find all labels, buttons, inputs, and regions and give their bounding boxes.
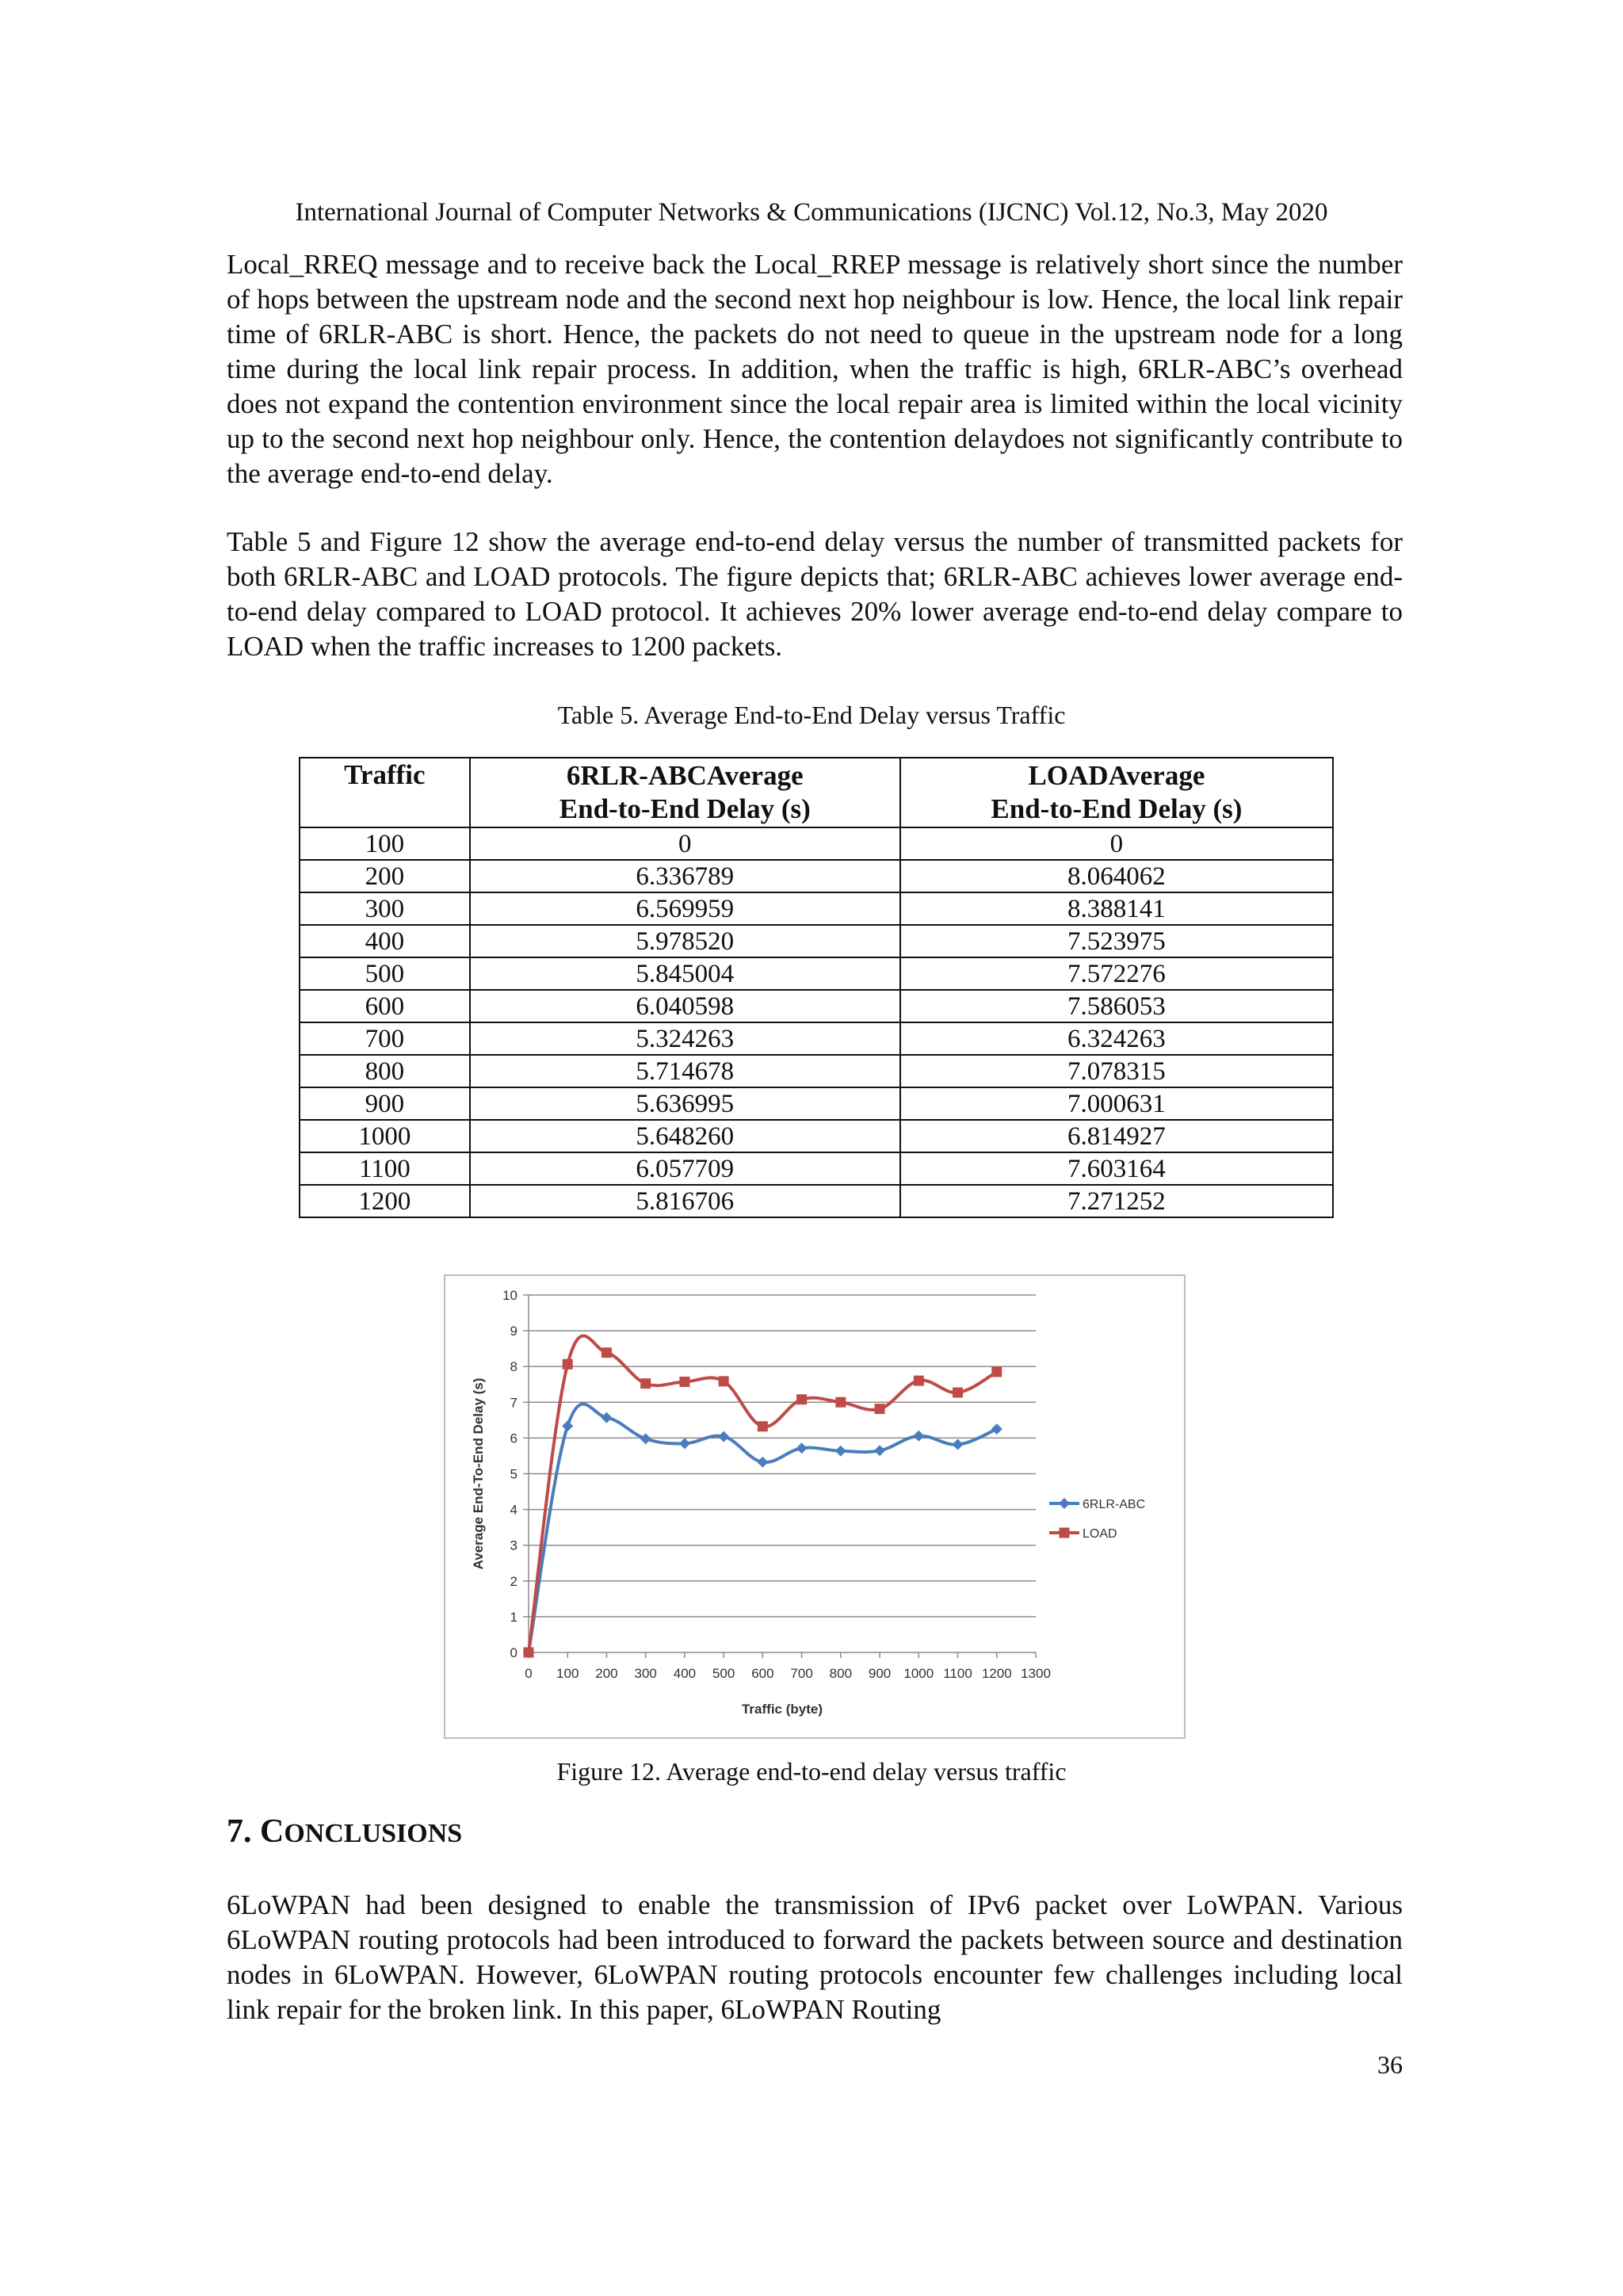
figure-caption: Figure 12. Average end-to-end delay versus traffic	[556, 1757, 1067, 1786]
cell-6rlr-abc: 5.845004	[470, 957, 900, 990]
table-row	[300, 990, 1333, 1022]
table-row	[300, 1022, 1333, 1055]
cell-load: 0	[900, 827, 1333, 860]
data-point-load	[875, 1404, 885, 1414]
x-axis-label: Traffic (byte)	[741, 1702, 823, 1717]
data-point-6rlr-abc	[991, 1423, 1002, 1435]
cell-load: 7.000631	[900, 1087, 1333, 1120]
data-point-load	[953, 1388, 963, 1398]
cell-load: 6.814927	[900, 1120, 1333, 1152]
y-tick-label: 5	[510, 1466, 517, 1482]
cell-load: 7.586053	[900, 990, 1333, 1022]
cell-load: 7.078315	[900, 1055, 1333, 1087]
paragraph-table-intro: Table 5 and Figure 12 show the average end-to-end delay versus the number of transmitted packets for both 6RLR-ABC and LOAD protocols. The figure depicts that; 6RLR-ABC achieves lower average end-to-end delay compared to LOAD protocol. It achieves 20% lower average end-to-end delay compare to LOAD when the traffic increases to 1200 packets.	[227, 526, 1403, 662]
cell-6rlr-abc: 5.978520	[470, 925, 900, 957]
y-tick-label: 6	[510, 1431, 517, 1446]
cell-load: 7.523975	[900, 925, 1333, 957]
cell-6rlr-abc: 5.816706	[470, 1185, 900, 1217]
cell-6rlr-abc: 5.636995	[470, 1087, 900, 1120]
section-title-rest: ONCLUSIONS	[284, 1819, 463, 1848]
data-point-load	[524, 1648, 534, 1658]
data-point-load	[679, 1377, 689, 1387]
table-caption: Table 5. Average End-to-End Delay versus Traffic	[557, 701, 1066, 729]
cell-load: 8.388141	[900, 892, 1333, 925]
data-point-load	[640, 1378, 651, 1389]
x-tick-label: 400	[673, 1666, 697, 1681]
data-point-load	[796, 1394, 807, 1404]
x-tick-label: 300	[634, 1666, 657, 1681]
table-row	[300, 827, 1333, 860]
cell-traffic: 600	[300, 990, 470, 1022]
cell-load: 7.271252	[900, 1185, 1333, 1217]
series-line-load	[529, 1335, 997, 1652]
section-number: 7.	[227, 1813, 260, 1850]
header-load	[900, 758, 1333, 827]
data-point-6rlr-abc	[835, 1446, 846, 1457]
y-tick-label: 1	[510, 1609, 517, 1625]
data-point-6rlr-abc	[953, 1439, 964, 1450]
y-tick-label: 10	[502, 1288, 517, 1303]
x-tick-label: 900	[868, 1666, 892, 1681]
data-point-6rlr-abc	[718, 1431, 729, 1442]
cell-load: 6.324263	[900, 1022, 1333, 1055]
data-point-load	[991, 1366, 1002, 1377]
x-tick-label: 100	[556, 1666, 579, 1681]
data-point-6rlr-abc	[913, 1431, 924, 1442]
y-tick-label: 2	[510, 1573, 517, 1589]
table-row	[300, 1055, 1333, 1087]
x-tick-label: 600	[751, 1666, 774, 1681]
x-tick-label: 1100	[943, 1666, 972, 1681]
data-point-6rlr-abc	[757, 1457, 768, 1468]
table-row	[300, 860, 1333, 892]
table-row	[300, 1087, 1333, 1120]
table-row	[300, 1120, 1333, 1152]
cell-traffic: 200	[300, 860, 470, 892]
y-tick-label: 4	[510, 1502, 517, 1518]
section-title-initial: C	[260, 1813, 285, 1850]
x-tick-label: 800	[829, 1666, 853, 1681]
cell-load: 7.572276	[900, 957, 1333, 990]
table-row	[300, 1185, 1333, 1217]
data-point-load	[835, 1397, 846, 1408]
cell-traffic: 500	[300, 957, 470, 990]
cell-load: 8.064062	[900, 860, 1333, 892]
cell-traffic: 400	[300, 925, 470, 957]
header-6rlr-abc	[470, 758, 900, 827]
cell-traffic: 100	[300, 827, 470, 860]
y-tick-label: 8	[510, 1359, 517, 1375]
data-point-6rlr-abc	[796, 1442, 808, 1454]
cell-traffic: 900	[300, 1087, 470, 1120]
cell-traffic: 1000	[300, 1120, 470, 1152]
cell-6rlr-abc: 6.040598	[470, 990, 900, 1022]
x-tick-label: 1200	[981, 1666, 1012, 1681]
header-traffic: Traffic	[300, 758, 470, 827]
cell-load: 7.603164	[900, 1152, 1333, 1185]
cell-traffic: 700	[300, 1022, 470, 1055]
journal-header: International Journal of Computer Networks & Communications (IJCNC) Vol.12, No.3, May 2020	[295, 198, 1328, 227]
x-tick-label: 0	[525, 1666, 533, 1681]
legend-marker-load	[1060, 1528, 1070, 1538]
y-axis-label: Average End-To-End Delay (s)	[471, 1377, 486, 1570]
data-point-6rlr-abc	[562, 1420, 573, 1431]
delay-chart-svg	[445, 1276, 1184, 1737]
table-row	[300, 957, 1333, 990]
header-load-line1: LOADAverage	[1028, 760, 1205, 791]
cell-6rlr-abc: 6.057709	[470, 1152, 900, 1185]
delay-table	[299, 757, 1334, 1218]
cell-traffic: 300	[300, 892, 470, 925]
header-load-line2: End-to-End Delay (s)	[991, 793, 1243, 824]
cell-traffic: 1200	[300, 1185, 470, 1217]
data-point-load	[719, 1376, 729, 1386]
data-point-6rlr-abc	[640, 1433, 651, 1444]
x-tick-label: 1000	[903, 1666, 934, 1681]
legend-label-6rlr-abc: 6RLR-ABC	[1083, 1498, 1146, 1511]
x-tick-label: 200	[595, 1666, 618, 1681]
table-row	[300, 892, 1333, 925]
cell-6rlr-abc: 6.569959	[470, 892, 900, 925]
table-row	[300, 1152, 1333, 1185]
data-point-6rlr-abc	[874, 1445, 885, 1456]
data-point-6rlr-abc	[601, 1412, 612, 1423]
cell-traffic: 800	[300, 1055, 470, 1087]
cell-6rlr-abc: 0	[470, 827, 900, 860]
data-point-load	[601, 1347, 612, 1358]
delay-chart	[444, 1274, 1186, 1739]
section-heading	[227, 1812, 462, 1854]
header-6rlr-abc-line1: 6RLR-ABCAverage	[566, 760, 804, 791]
x-tick-label: 500	[712, 1666, 735, 1681]
y-tick-label: 0	[510, 1645, 517, 1660]
data-point-6rlr-abc	[679, 1438, 690, 1449]
cell-6rlr-abc: 5.324263	[470, 1022, 900, 1055]
page-number: 36	[1377, 2050, 1403, 2079]
table-row	[300, 925, 1333, 957]
header-6rlr-abc-line2: End-to-End Delay (s)	[559, 793, 811, 824]
data-point-load	[758, 1421, 768, 1431]
cell-traffic: 1100	[300, 1152, 470, 1185]
cell-6rlr-abc: 5.648260	[470, 1120, 900, 1152]
cell-6rlr-abc: 5.714678	[470, 1055, 900, 1087]
y-tick-label: 3	[510, 1538, 517, 1553]
y-tick-label: 7	[510, 1395, 517, 1411]
x-tick-label: 1300	[1021, 1666, 1051, 1681]
paragraph-delay-explanation: Local_RREQ message and to receive back the Local_RREP message is relatively short since the number of hops between the upstream node and the second next hop neighbour is low. Hence, the local link repair time of 6RLR-ABC is short. Hence, the packets do not need to queue in the upstream node for a long time during the local link repair process. In addition, when the traffic is high, 6RLR-ABC’s overhead does not expand the contention environment since the local repair area is limited within the local vicinity up to the second next hop neighbour only. Hence, the contention delaydoes not significantly contribute to the average end-to-end delay.	[227, 249, 1403, 489]
series-line-6rlr-abc	[529, 1404, 997, 1652]
table-header-row	[300, 758, 1333, 827]
paragraph-conclusions: 6LoWPAN had been designed to enable the transmission of IPv6 packet over LoWPAN. Various 6LoWPAN routing protocols had been introduced to forward the packets between source and destination nodes in 6LoWPAN. However, 6LoWPAN routing protocols encounter few challenges including local link repair for the broken link. In this paper, 6LoWPAN Routing	[227, 1889, 1403, 2025]
y-tick-label: 9	[510, 1324, 517, 1339]
legend-marker-6rlr-abc	[1059, 1498, 1070, 1509]
x-tick-label: 700	[790, 1666, 813, 1681]
cell-6rlr-abc: 6.336789	[470, 860, 900, 892]
legend-label-load: LOAD	[1083, 1527, 1117, 1541]
data-point-load	[914, 1376, 924, 1386]
data-point-load	[563, 1359, 573, 1370]
